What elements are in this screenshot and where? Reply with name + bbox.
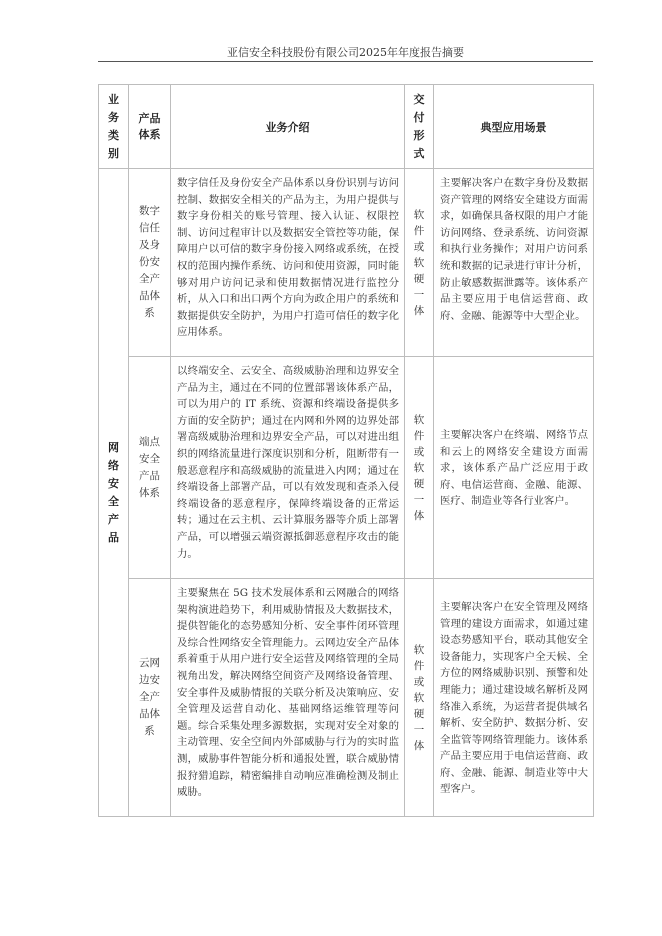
description-cell: 主要聚焦在 5G 技术发展体系和云网融合的网络架构演进趋势下，利用威胁情报及大数据技术，提供智能化的态势感知分析、安全事件闭环管理及综合性网络安全管理能力。云网边安全产品体系着重于从用户进行安全运营及网络管理的全局视角出发，解决网络空间资产及网络设备管理、安全事件及威胁情报的关联分析及决策响应、安全管理及运营自动化、基础网络运维管理等问题。综合采集处理多源数据，实现对安全对象的主动管理、安全空间内外部威胁与行为的实时监测，威胁事件智能分析和通报处置，联合威胁情报狩猎追踪，精密编排自动响应准确检测及制止威胁。 bbox=[171, 579, 405, 817]
product-cell: 云网边安全产品体系 bbox=[129, 579, 171, 817]
col-header-category: 业务类别 bbox=[99, 85, 129, 169]
page-header: 亚信安全科技股份有限公司2025年年度报告摘要 bbox=[227, 46, 464, 59]
business-table bbox=[98, 84, 594, 817]
delivery-cell: 软件或软硬一体 bbox=[405, 169, 434, 357]
table-row bbox=[99, 357, 594, 579]
table-header-row bbox=[99, 85, 594, 169]
product-cell: 数字信任及身份安全产品体系 bbox=[129, 169, 171, 357]
scenario-cell: 主要解决客户在终端、网络节点和云上的网络安全建设方面需求，该体系产品广泛应用于政府、电信运营商、金融、能源、医疗、制造业等各行业客户。 bbox=[434, 357, 594, 579]
category-cell: 网络安全产品 bbox=[99, 169, 129, 817]
delivery-cell: 软件或软硬一体 bbox=[405, 357, 434, 579]
header-divider bbox=[98, 61, 593, 62]
col-header-scenario: 典型应用场景 bbox=[434, 85, 594, 169]
product-cell: 端点安全产品体系 bbox=[129, 357, 171, 579]
description-cell: 数字信任及身份安全产品体系以身份识别与访问控制、数据安全相关的产品为主，为用户提供与数字身份相关的账号管理、接入认证、权限控制、访问过程审计以及数据安全管控等功能，保障用户以可信的数字身份接入网络或系统，在授权的范围内操作系统、访问和使用资源，同时能够对用户访问记录和使用数据情况进行监控分析，从入口和出口两个方向为政企用户的系统和数据提供安全防护，为用户打造可信任的数字化应用体系。 bbox=[171, 169, 405, 357]
table-row bbox=[99, 169, 594, 357]
scenario-cell: 主要解决客户在数字身份及数据资产管理的网络安全建设方面需求，如确保具备权限的用户才能访问网络、登录系统、访问资源和执行业务操作；对用户访问系统和数据的记录进行审计分析，防止敏感数据泄露等。该体系产品主要应用于电信运营商、政府、金融、能源等中大型企业。 bbox=[434, 169, 594, 357]
delivery-cell: 软件或软硬一体 bbox=[405, 579, 434, 817]
col-header-product: 产品体系 bbox=[129, 85, 171, 169]
col-header-delivery: 交付形式 bbox=[405, 85, 434, 169]
description-cell: 以终端安全、云安全、高级威胁治理和边界安全产品为主，通过在不同的位置部署该体系产品，可以为用户的 IT 系统、资源和终端设备提供多方面的安全防护；通过在内网和外网的边界处部署高级威胁治理和边界安全产品，可以对进出组织的网络流量进行深度识别和分析，阻断带有一般恶意程序和高级威胁的流量进入内网；通过在终端设备上部署产品，可以有效发现和查杀入侵终端设备的恶意程序，保障终端设备的正常运转；通过在云主机、云计算服务器等介质上部署产品，可以增强云端资源抵御恶意程序攻击的能力。 bbox=[171, 357, 405, 579]
col-header-description: 业务介绍 bbox=[171, 85, 405, 169]
table-row bbox=[99, 579, 594, 817]
scenario-cell: 主要解决客户在安全管理及网络管理的建设方面需求，如通过建设态势感知平台，联动其他安全设备能力，实现客户全天候、全方位的网络威胁识别、预警和处理能力；通过建设域名解析及网络准入系统，为运营者提供域名解析、安全防护、数据分析、安全监管等网络管理能力。该体系产品主要应用于电信运营商、政府、金融、能源、制造业等中大型客户。 bbox=[434, 579, 594, 817]
